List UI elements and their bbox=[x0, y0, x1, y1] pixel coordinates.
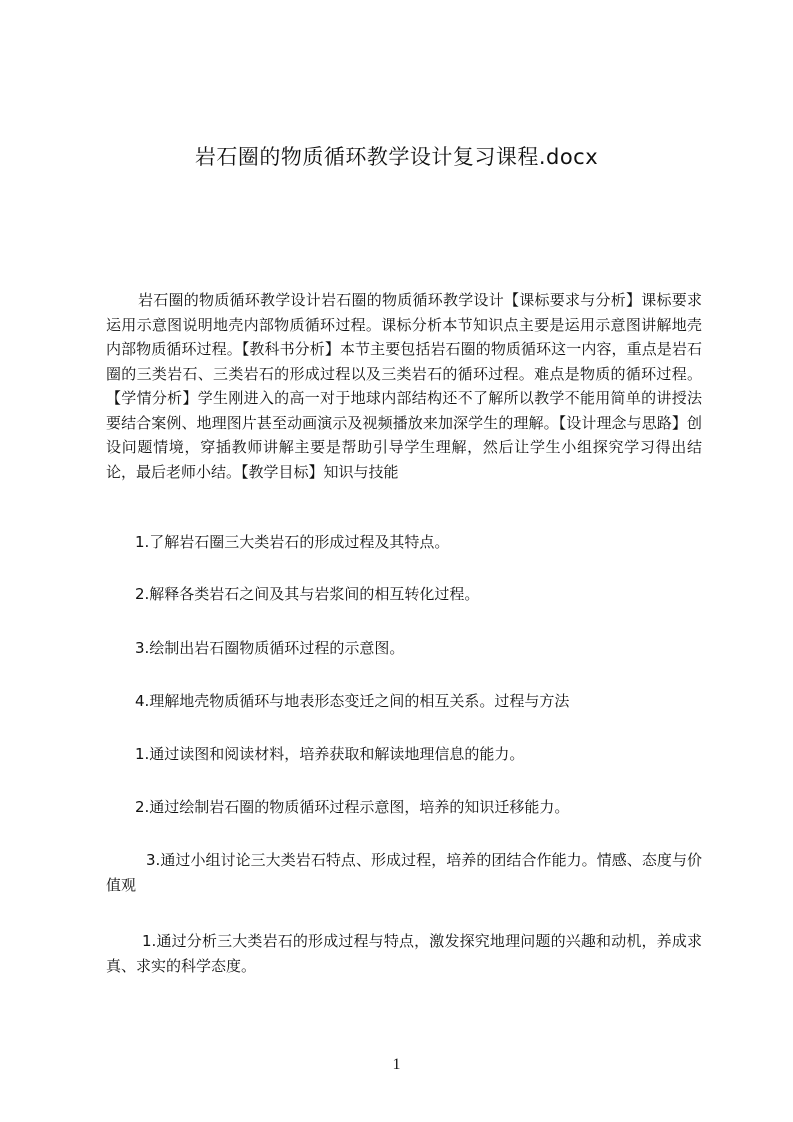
objective-knowledge-4: 4.理解地壳物质循环与地表形态变迁之间的相互关系。过程与方法 bbox=[135, 692, 570, 710]
objective-process-1: 1.通过读图和阅读材料，培养获取和解读地理信息的能力。 bbox=[135, 745, 525, 763]
objective-knowledge-2: 2.解释各类岩石之间及其与岩浆间的相互转化过程。 bbox=[135, 585, 480, 603]
objective-knowledge-1: 1.了解岩石圈三大类岩石的形成过程及其特点。 bbox=[135, 533, 450, 551]
intro-paragraph: 岩石圈的物质循环教学设计岩石圈的物质循环教学设计【课标要求与分析】课标要求运用示意图说明地壳内部物质循环过程。课标分析本节知识点主要是运用示意图讲解地壳内部物质循环过程。【教科书分析】本节主要包括岩石圈的物质循环这一内容，重点是岩石圈的三类岩石、三类岩石的形成过程以及三类岩石的循环过程。难点是物质的循环过程。【学情分析】学生刚进入的高一对于地球内部结构还不了解所以教学不能用简单的讲授法要结合案例、地理图片甚至动画演示及视频播放来加深学生的理解。【设计理念与思路】创设问题情境，穿插教师讲解主要是帮助引导学生理解，然后让学生小组探究学习得出结论，最后老师小结。【教学目标】知识与技能 bbox=[106, 291, 702, 481]
page-number: 1 bbox=[392, 1056, 401, 1073]
objective-process-2: 2.通过绘制岩石圈的物质循环过程示意图，培养的知识迁移能力。 bbox=[135, 798, 570, 816]
objective-knowledge-3: 3.绘制出岩石圈物质循环过程的示意图。 bbox=[135, 639, 405, 657]
objective-attitude-1: 1.通过分析三大类岩石的形成过程与特点，激发探究地理问题的兴趣和动机，养成求真、求实的科学态度。 bbox=[106, 932, 702, 975]
objective-process-3: 3.通过小组讨论三大类岩石特点、形成过程，培养的团结合作能力。情感、态度与价值观 bbox=[106, 851, 702, 894]
document-title: 岩石圈的物质循环教学设计复习课程.docx bbox=[194, 145, 599, 169]
